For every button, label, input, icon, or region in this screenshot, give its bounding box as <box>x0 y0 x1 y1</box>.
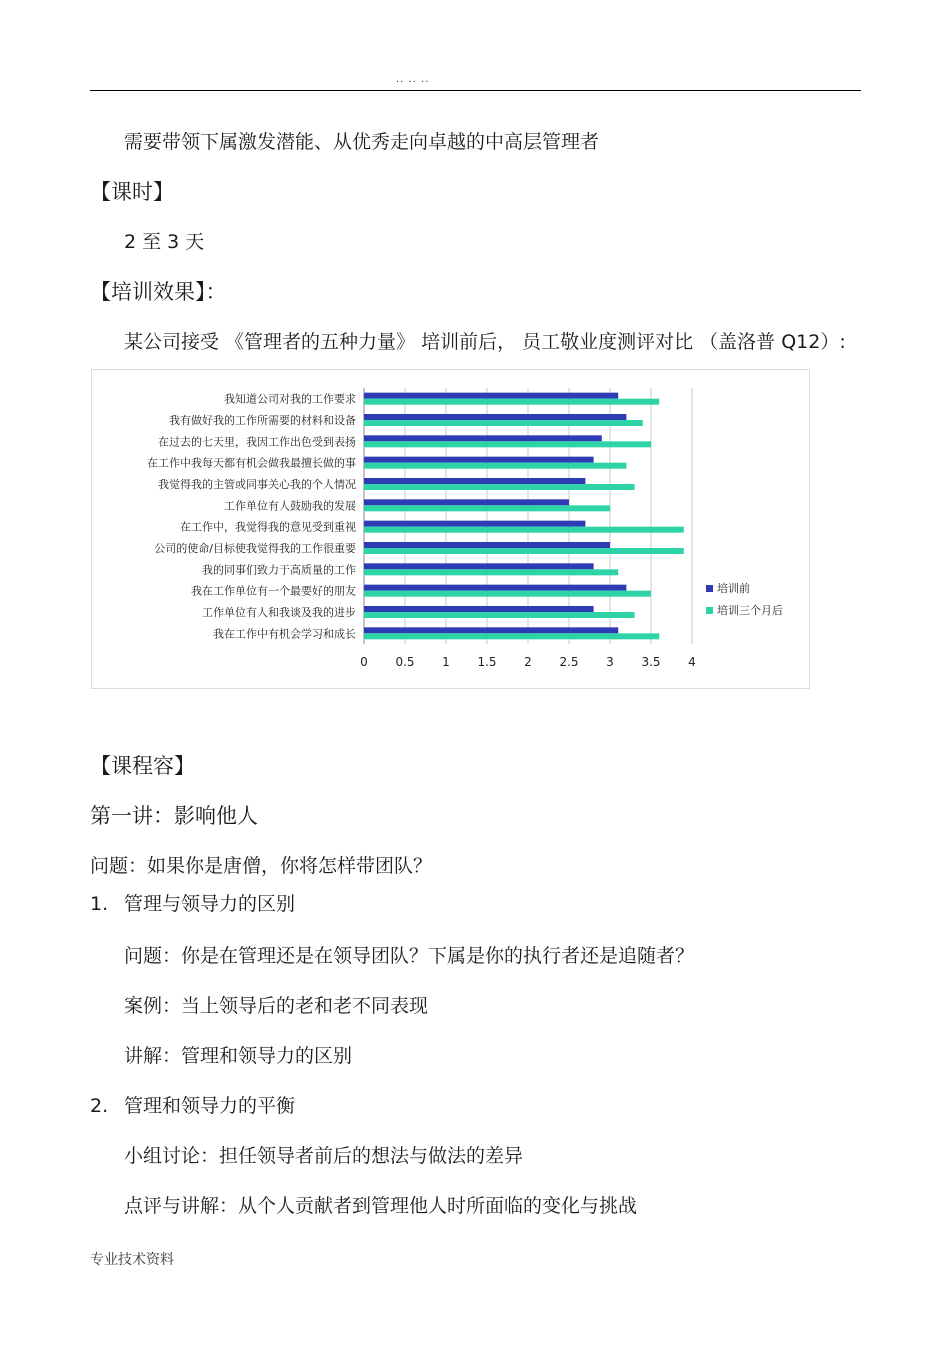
category-label: 公司的使命/目标使我觉得我的工作很重要 <box>154 542 356 555</box>
x-tick-label: 1.5 <box>477 655 497 669</box>
lecture1-title: 第一讲：影响他人 <box>90 804 258 828</box>
bar-before <box>364 478 585 484</box>
x-tick-label: 0 <box>360 655 368 669</box>
bar-before <box>364 627 618 633</box>
category-label: 工作单位有人和我谈及我的进步 <box>202 606 356 619</box>
bar-before <box>364 585 626 591</box>
category-label: 我有做好我的工作所需要的材料和设备 <box>169 414 356 427</box>
bar-after <box>364 591 651 597</box>
x-tick-label: 1 <box>442 655 450 669</box>
bar-after <box>364 420 643 426</box>
category-label: 工作单位有人鼓励我的发展 <box>224 499 356 513</box>
engagement-chart-svg <box>92 370 809 688</box>
bar-after <box>364 399 659 405</box>
bar-after <box>364 484 635 490</box>
main-question: 问题：如果你是唐僧，你将怎样带团队？ <box>90 855 433 877</box>
bar-before <box>364 521 585 527</box>
bar-after <box>364 612 635 618</box>
bar-before <box>364 393 618 399</box>
category-label: 在工作中我每天都有机会做我最擅长做的事 <box>147 456 356 470</box>
item2-title: 管理和领导力的平衡 <box>124 1095 296 1117</box>
bar-before <box>364 499 569 505</box>
legend-swatch <box>706 585 713 592</box>
category-label: 我在工作中有机会学习和成长 <box>213 627 356 641</box>
bar-before <box>364 606 594 612</box>
hours-value: 2 至 3 天 <box>124 231 205 253</box>
footer-text: 专业技术资料 <box>90 1252 174 1268</box>
bar-after <box>364 527 684 533</box>
category-label: 我觉得我的主管或同事关心我的个人情况 <box>158 478 356 491</box>
header-rule <box>90 90 861 91</box>
header-dots: .. .. .. <box>396 74 430 85</box>
bar-before <box>364 542 610 548</box>
hours-heading: 【课时】 <box>90 180 174 204</box>
effect-description: 某公司接受 《管理者的五种力量》 培训前后， 员工敬业度测评对比 （盖洛普 Q12）: <box>124 331 846 353</box>
x-tick-label: 4 <box>688 655 696 669</box>
item1-title: 管理与领导力的区别 <box>124 893 296 915</box>
bar-after <box>364 569 618 575</box>
category-label: 我的同事们致力于高质量的工作 <box>202 563 356 577</box>
item1-question: 问题：你是在管理还是在领导团队？下属是你的执行者还是追随者？ <box>124 945 695 967</box>
audience-text: 需要带领下属激发潜能、从优秀走向卓越的中高层管理者 <box>124 131 600 153</box>
legend-label: 培训三个月后 <box>717 604 783 617</box>
item1-number: 1. <box>90 893 109 915</box>
item2-review: 点评与讲解：从个人贡献者到管理他人时所面临的变化与挑战 <box>124 1195 638 1217</box>
bar-after <box>364 441 651 447</box>
category-label: 在过去的七天里，我因工作出色受到表扬 <box>158 435 356 449</box>
legend-label: 培训前 <box>717 582 750 595</box>
item2-discussion: 小组讨论：担任领导者前后的想法与做法的差异 <box>124 1145 524 1167</box>
bar-before <box>364 435 602 441</box>
category-label: 我知道公司对我的工作要求 <box>224 392 356 406</box>
x-tick-label: 2.5 <box>559 655 579 669</box>
x-tick-label: 3.5 <box>641 655 661 669</box>
bar-before <box>364 414 626 420</box>
x-tick-label: 3 <box>606 655 614 669</box>
item1-explain: 讲解：管理和领导力的区别 <box>124 1045 353 1067</box>
x-tick-label: 2 <box>524 655 532 669</box>
legend-swatch <box>706 607 713 614</box>
category-label: 我在工作单位有一个最要好的朋友 <box>191 584 356 598</box>
bar-after <box>364 548 684 554</box>
item2-number: 2. <box>90 1095 109 1117</box>
x-tick-label: 0.5 <box>395 655 415 669</box>
bar-after <box>364 633 659 639</box>
effect-heading: 【培训效果】： <box>90 280 227 304</box>
bar-before <box>364 563 594 569</box>
item1-case: 案例：当上领导后的老和老不同表现 <box>124 995 429 1017</box>
content-heading: 【课程容】 <box>90 754 195 778</box>
bar-after <box>364 505 610 511</box>
engagement-chart <box>91 369 810 689</box>
bar-before <box>364 457 594 463</box>
bar-after <box>364 463 626 469</box>
category-label: 在工作中，我觉得我的意见受到重视 <box>180 520 356 534</box>
